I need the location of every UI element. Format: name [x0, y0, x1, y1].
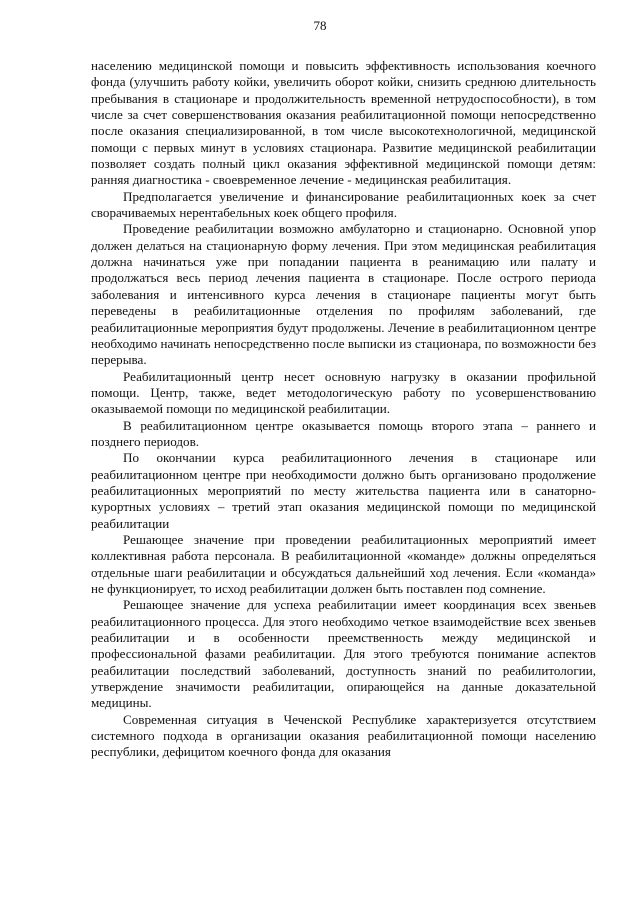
paragraph-8: Решающее значение для успеха реабилитации имеет координация всех звеньев реабилитационного процесса. Для этого необходимо четкое взаимодействие всех звеньев реабилитации и в особенности преемственность между медицинской и профессиональной фазами реабилитации. Для этого требуются понимание аспектов реабилитации последствий заболеваний, доступность знаний по реабилитологии, утверждение значимости реабилитации, опирающейся на данные доказательной медицины. — [91, 597, 596, 711]
paragraph-4: Реабилитационный центр несет основную нагрузку в оказании профильной помощи. Центр, также, ведет методологическую работу по усовершенствованию оказываемой помощи по медицинской реабилитации. — [91, 368, 596, 417]
paragraph-2: Предполагается увеличение и финансирование реабилитационных коек за счет сворачиваемых нерентабельных коек общего профиля. — [91, 188, 596, 221]
paragraph-6: По окончании курса реабилитационного лечения в стационаре или реабилитационном центре при необходимости должно быть организовано продолжение реабилитационных мероприятий по месту жительства пациента или в санаторно-курортных условиях – третий этап оказания медицинской помощи по медицинской реабилитации — [91, 450, 596, 531]
paragraph-5: В реабилитационном центре оказывается помощь второго этапа – раннего и позднего периодов. — [91, 417, 596, 449]
paragraph-9: Современная ситуация в Чеченской Республике характеризуется отсутствием системного подхода в организации оказания реабилитационной помощи населению республики, дефицитом коечного фонда для оказания — [91, 711, 596, 760]
page-number: 78 — [313, 18, 327, 33]
body-text — [91, 58, 596, 761]
paragraph-1: населению медицинской помощи и повысить эффективность использования коечного фонда (улучшить работу койки, увеличить оборот койки, снизить среднюю длительность пребывания в стационаре и продолжительность временной нетрудоспособности), в том числе за счет совершенствования оказания реабилитационной помощи непосредственно после оказания специализированной, в том числе высокотехнологичной, медицинской помощи с первых минут в условиях стационара. Развитие медицинской реабилитации позволяет создать полный цикл оказания эффективной медицинской помощи детям: ранняя диагностика - своевременное лечение - медицинская реабилитация. — [91, 58, 596, 188]
paragraph-7: Решающее значение при проведении реабилитационных мероприятий имеет коллективная работа персонала. В реабилитационной «команде» должны определяться отдельные шаги реабилитации и обсуждаться дальнейший ход лечения. Если «команда» не функционирует, то исход реабилитации должен быть поставлен под сомнение. — [91, 531, 596, 596]
paragraph-3: Проведение реабилитации возможно амбулаторно и стационарно. Основной упор должен делаться на стационарную форму лечения. При этом медицинская реабилитация должна начинаться уже при попадании пациента в реанимацию или палату и продолжаться весь период лечения пациента в стационаре. После острого периода заболевания и интенсивного курса лечения в стационаре пациенты могут быть переведены в реабилитационные отделения по профилям заболеваний, где реабилитационные мероприятия будут продолжены. Лечение в реабилитационном центре необходимо начинать непосредственно после выписки из стационара, по возможности без перерыва. — [91, 221, 596, 368]
